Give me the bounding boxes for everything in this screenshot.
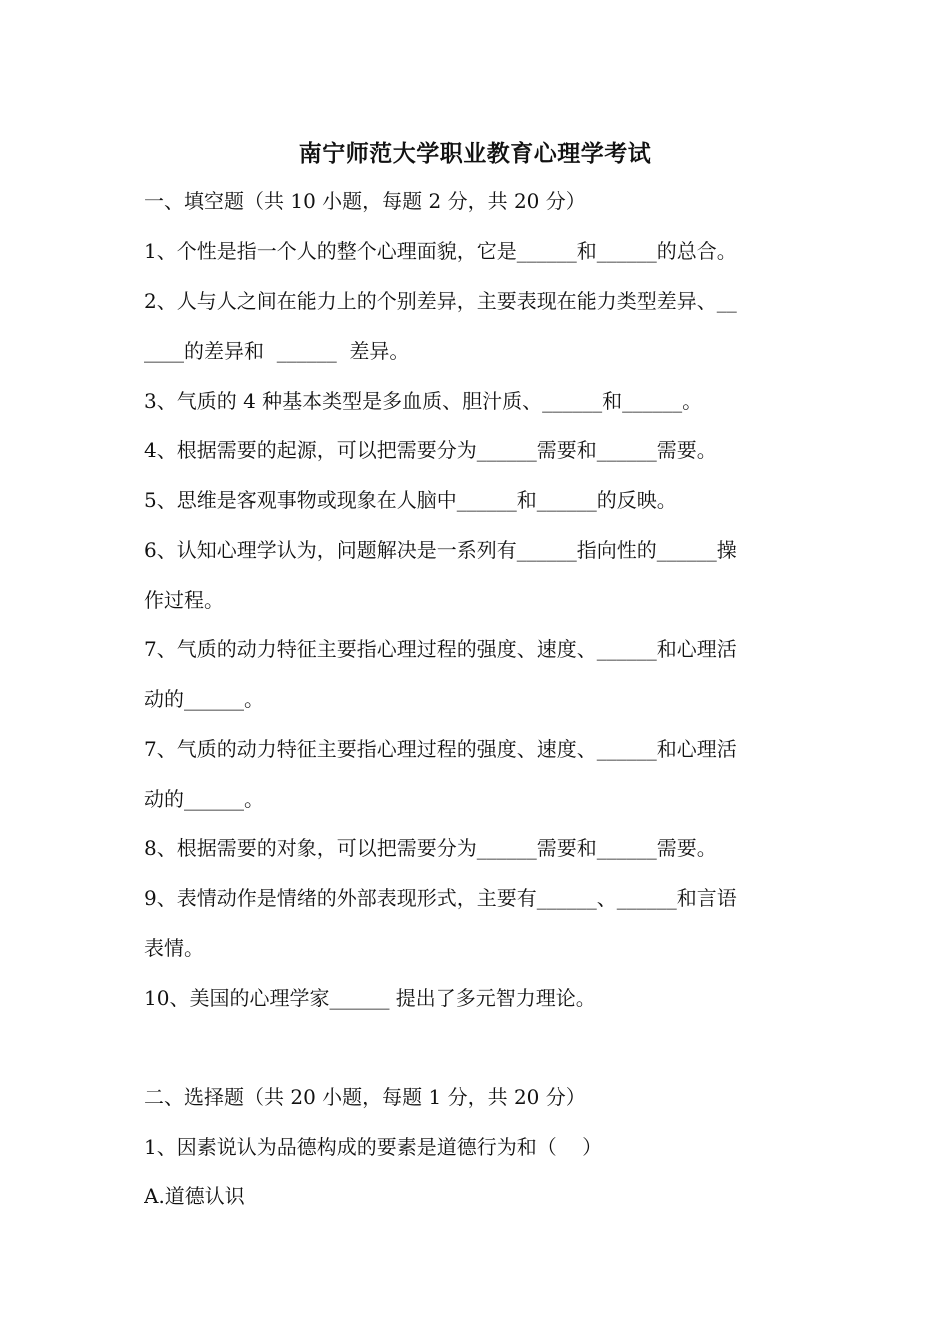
question-line: 1、因素说认为品德构成的要素是道德行为和（ ） <box>144 1135 603 1159</box>
question-line: 6、认知心理学认为，问题解决是一系列有______指向性的______操 <box>144 538 737 562</box>
question-line: 8、根据需要的对象，可以把需要分为______需要和______需要。 <box>144 836 717 860</box>
answer-option: A.道德认识 <box>144 1184 245 1208</box>
question-line: 7、气质的动力特征主要指心理过程的强度、速度、______和心理活 <box>144 637 737 661</box>
question-line: 2、人与人之间在能力上的个别差异，主要表现在能力类型差异、__ <box>144 289 737 313</box>
page-title: 南宁师范大学职业教育心理学考试 <box>298 140 652 167</box>
section-heading-fill-blank: 一、填空题（共 10 小题，每题 2 分，共 20 分） <box>144 189 586 213</box>
question-line: 表情。 <box>144 936 204 960</box>
question-line: 5、思维是客观事物或现象在人脑中______和______的反映。 <box>144 488 677 512</box>
question-line: 动的______。 <box>144 687 264 711</box>
question-line: 7、气质的动力特征主要指心理过程的强度、速度、______和心理活 <box>144 737 737 761</box>
question-line: 3、气质的 4 种基本类型是多血质、胆汁质、______和______。 <box>144 389 703 413</box>
question-line: 4、根据需要的起源，可以把需要分为______需要和______需要。 <box>144 438 717 462</box>
question-line: 1、个性是指一个人的整个心理面貌，它是______和______的总合。 <box>144 239 737 263</box>
question-line: 作过程。 <box>144 588 224 612</box>
section-heading-multiple-choice: 二、选择题（共 20 小题，每题 1 分，共 20 分） <box>144 1085 586 1109</box>
question-line: 10、美国的心理学家______ 提出了多元智力理论。 <box>144 986 596 1010</box>
question-line: ____的差异和 ______ 差异。 <box>144 339 410 363</box>
question-line: 9、表情动作是情绪的外部表现形式，主要有______、______和言语 <box>144 886 737 910</box>
question-line: 动的______。 <box>144 787 264 811</box>
